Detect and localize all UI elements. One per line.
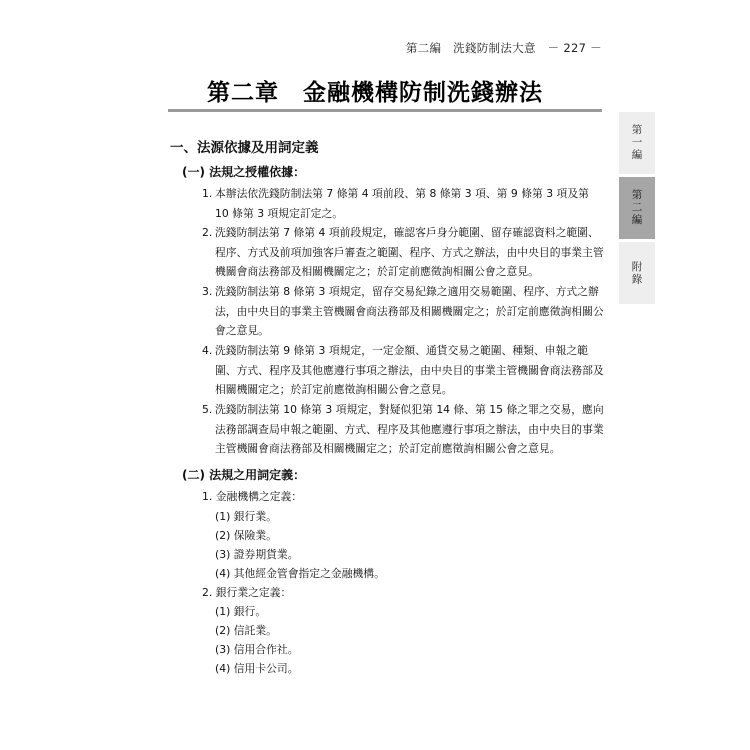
definition-group-title: 1. 金融機構之定義： [202, 490, 303, 503]
definition-item: (2) 信託業。 [215, 624, 277, 637]
side-tab-part-1[interactable]: 第一編 [619, 112, 655, 174]
definition-item: (4) 信用卡公司。 [215, 662, 299, 675]
list-item-text: 洗錢防制法第 10 條第 3 項規定，對疑似犯第 14 條、第 15 條之罪之交易，應向法務部調查局申報之範圍、方式、程序及其他應遵行事項之辦法，由中央目的事業主管機關會商法務部及相關機關定之；於訂定前應徵詢相關公會之意見。 [215, 403, 604, 455]
definition-item: (3) 信用合作社。 [215, 643, 299, 656]
definition-item: (4) 其他經金管會指定之金融機構。 [215, 567, 385, 580]
list-item-number: 1. [202, 187, 213, 200]
running-header [406, 40, 602, 56]
chapter-title: 第二章 金融機構防制洗錢辦法 [207, 80, 543, 106]
list-item-number: 4. [202, 344, 213, 357]
section-heading: 一、法源依據及用詞定義 [170, 140, 319, 156]
list-item-text: 洗錢防制法第 7 條第 4 項前段規定，確認客戶身分範圍、留存確認資料之範圍、程序、方式及前項加強客戶審查之範圍、程序、方式之辦法，由中央目的事業主管機關會商法務部及相關機關定之；於訂定前應徵詢相關公會之意見。 [215, 226, 604, 278]
running-header-part: 第二編 [405, 41, 442, 55]
definition-item: (1) 銀行。 [215, 605, 267, 618]
list-item-number: 5. [202, 403, 213, 416]
list-item-text: 本辦法依洗錢防制法第 7 條第 4 項前段、第 8 條第 3 項、第 9 條第 3 項及第 10 條第 3 項規定訂定之。 [215, 187, 589, 220]
subsection-heading-2: (二) 法規之用詞定義： [182, 468, 306, 482]
definition-item: (1) 銀行業。 [215, 510, 277, 523]
running-header-title: 洗錢防制法大意 [453, 41, 536, 55]
list-item [202, 400, 604, 459]
list-item-text: 洗錢防制法第 9 條第 3 項規定，一定金額、通貨交易之範圍、種類、申報之範圍、方式、程序及其他應遵行事項之辦法，由中央目的事業主管機關會商法務部及相關機關定之；於訂定前應徵詢相關公會之意見。 [215, 344, 604, 396]
side-tab-strip [619, 112, 655, 307]
list-item [202, 223, 604, 282]
definition-group-title: 2. 銀行業之定義： [202, 586, 292, 599]
list-item [202, 341, 604, 400]
side-tab-part-2[interactable]: 第二編 [619, 177, 655, 239]
list-item-number: 2. [202, 226, 213, 239]
page-number: － 227 － [547, 41, 602, 55]
list-item-text: 洗錢防制法第 8 條第 3 項規定，留存交易紀錄之適用交易範圍、程序、方式之辦法，由中央目的事業主管機關會商法務部及相關機關定之；於訂定前應徵詢相關公會之意見。 [215, 285, 604, 337]
definition-item: (2) 保險業。 [215, 529, 277, 542]
subsection-heading-1: (一) 法規之授權依據： [182, 165, 306, 179]
chapter-title-rule [168, 109, 602, 112]
list-item [202, 184, 604, 223]
definition-item: (3) 證券期貨業。 [215, 548, 299, 561]
list-item-number: 3. [202, 285, 213, 298]
side-tab-appendix[interactable]: 附錄 [619, 242, 655, 304]
list-item [202, 282, 604, 341]
